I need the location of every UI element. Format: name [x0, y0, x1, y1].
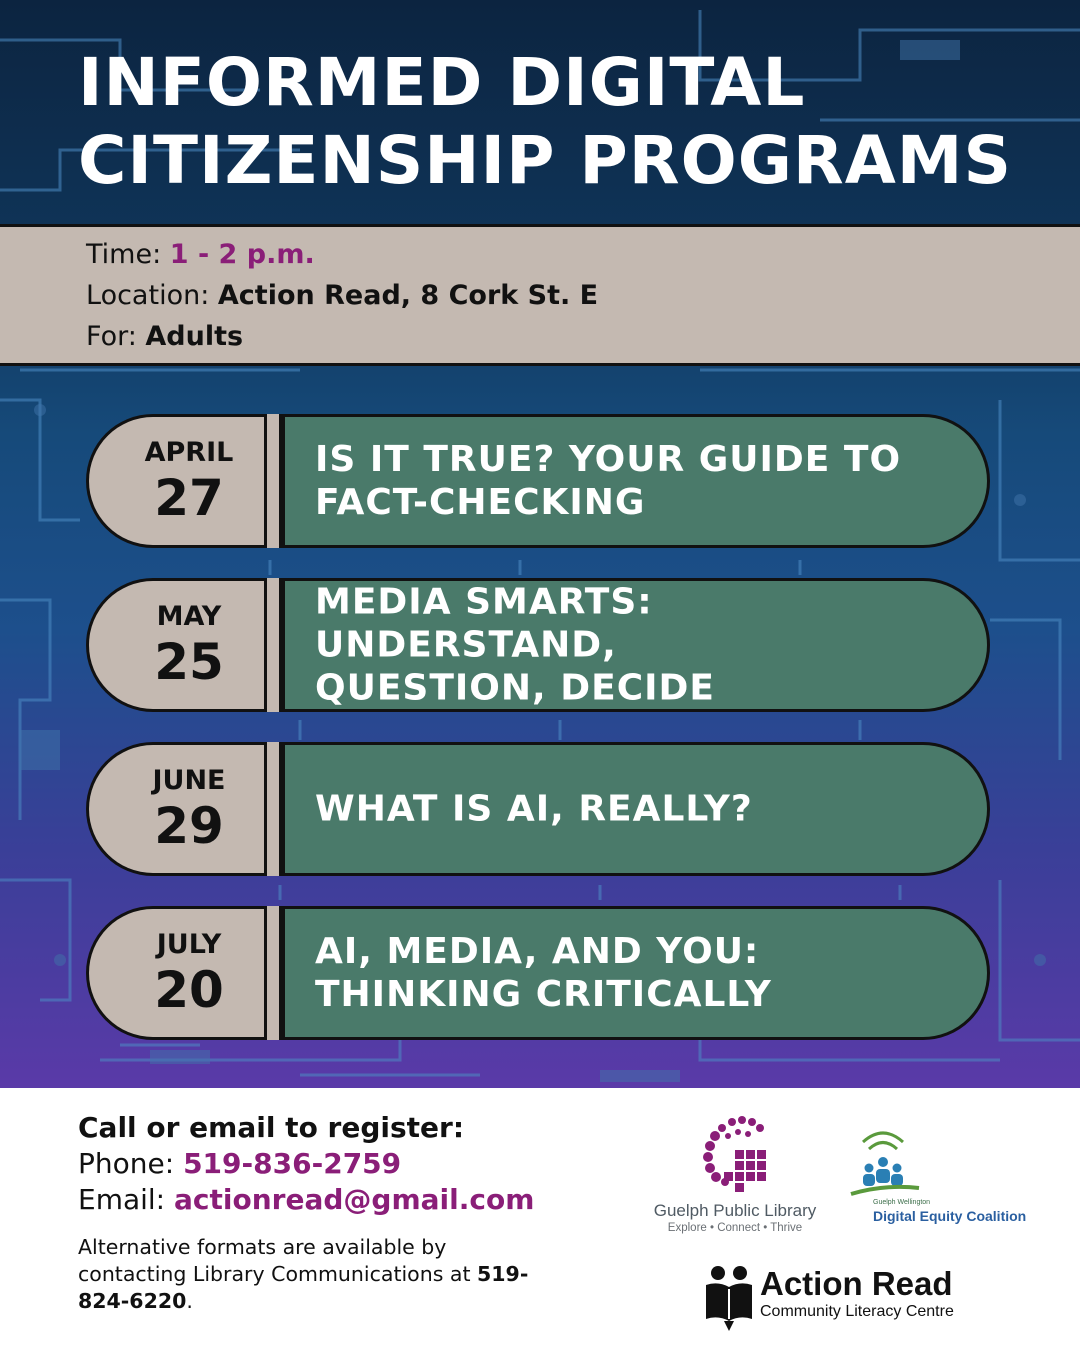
- audience-info: [86, 321, 243, 352]
- event-title-box: [282, 906, 990, 1040]
- event-title-box: [282, 414, 990, 548]
- phone-number[interactable]: 519-836-2759: [183, 1147, 402, 1180]
- date-badge: [86, 906, 264, 1040]
- email-address[interactable]: actionread@gmail.com: [174, 1183, 535, 1216]
- info-band: [0, 224, 1080, 366]
- gpl-name: Guelph Public Library: [653, 1201, 817, 1220]
- event-title: [315, 581, 947, 710]
- event-day: 27: [154, 469, 224, 527]
- date-separator: [264, 578, 282, 712]
- location-label: Location:: [86, 280, 218, 311]
- event-title-box: [282, 742, 990, 876]
- alt-text: Alternative formats are available by contacting Library Communications at: [78, 1235, 478, 1286]
- event-day: 20: [154, 961, 224, 1019]
- event-month: JUNE: [152, 765, 226, 796]
- event-april-27: [86, 414, 990, 548]
- date-badge: [86, 414, 264, 548]
- registration-info: [78, 1110, 534, 1218]
- event-title: [315, 438, 947, 524]
- digital-equity-coalition-logo-icon: [845, 1122, 925, 1204]
- event-month: JULY: [156, 929, 222, 960]
- event-month: MAY: [156, 601, 222, 632]
- event-title-line-1: AI, MEDIA, AND YOU:: [315, 931, 760, 972]
- action-read-subtitle: Community Literacy Centre: [760, 1303, 954, 1320]
- time-info: [86, 239, 315, 270]
- page-title: [78, 44, 1012, 200]
- event-day: 29: [154, 797, 224, 855]
- event-title: [315, 788, 947, 831]
- event-july-20: [86, 906, 990, 1040]
- action-read-logo-icon: [704, 1265, 754, 1331]
- event-title: [315, 930, 947, 1016]
- time-value: 1 - 2 p.m.: [169, 239, 315, 270]
- email-line: [78, 1182, 534, 1218]
- action-read-name: Action Read: [760, 1265, 953, 1302]
- date-separator: [264, 414, 282, 548]
- date-separator: [264, 742, 282, 876]
- location-value: Action Read, 8 Cork St. E: [217, 280, 599, 311]
- event-month: APRIL: [144, 437, 234, 468]
- register-heading: Call or email to register:: [78, 1111, 465, 1144]
- date-badge: [86, 578, 264, 712]
- phone-line: [78, 1146, 534, 1182]
- gpl-tagline: Explore • Connect • Thrive: [667, 1222, 803, 1234]
- event-day: 25: [154, 633, 224, 691]
- title-line-2: CITIZENSHIP PROGRAMS: [78, 122, 1013, 199]
- alternative-formats-note: [78, 1234, 538, 1315]
- event-title-line-1: MEDIA SMARTS: UNDERSTAND,: [315, 581, 653, 666]
- alt-end: .: [186, 1289, 193, 1313]
- event-title-line-2: FACT-CHECKING: [315, 482, 646, 523]
- event-title-line-2: THINKING CRITICALLY: [315, 974, 772, 1015]
- for-label: For:: [86, 321, 146, 352]
- alt-phone: 519-824-6220: [78, 1262, 529, 1313]
- event-title-line-1: IS IT TRUE? YOUR GUIDE TO: [315, 439, 902, 480]
- date-separator: [264, 906, 282, 1040]
- time-label: Time:: [86, 239, 170, 270]
- for-value: Adults: [145, 321, 244, 352]
- event-title-box: [282, 578, 990, 712]
- dec-region: Guelph Wellington: [873, 1199, 931, 1206]
- event-june-29: [86, 742, 990, 876]
- event-title-line-2: QUESTION, DECIDE: [315, 667, 716, 709]
- event-title-line-1: WHAT IS AI, REALLY?: [315, 788, 753, 830]
- event-may-25: [86, 578, 990, 712]
- date-badge: [86, 742, 264, 876]
- dec-name: Digital Equity Coalition: [873, 1208, 1027, 1224]
- phone-label: Phone:: [78, 1147, 184, 1180]
- email-label: Email:: [78, 1183, 175, 1216]
- location-info: [86, 280, 598, 311]
- title-line-1: INFORMED DIGITAL: [78, 44, 806, 121]
